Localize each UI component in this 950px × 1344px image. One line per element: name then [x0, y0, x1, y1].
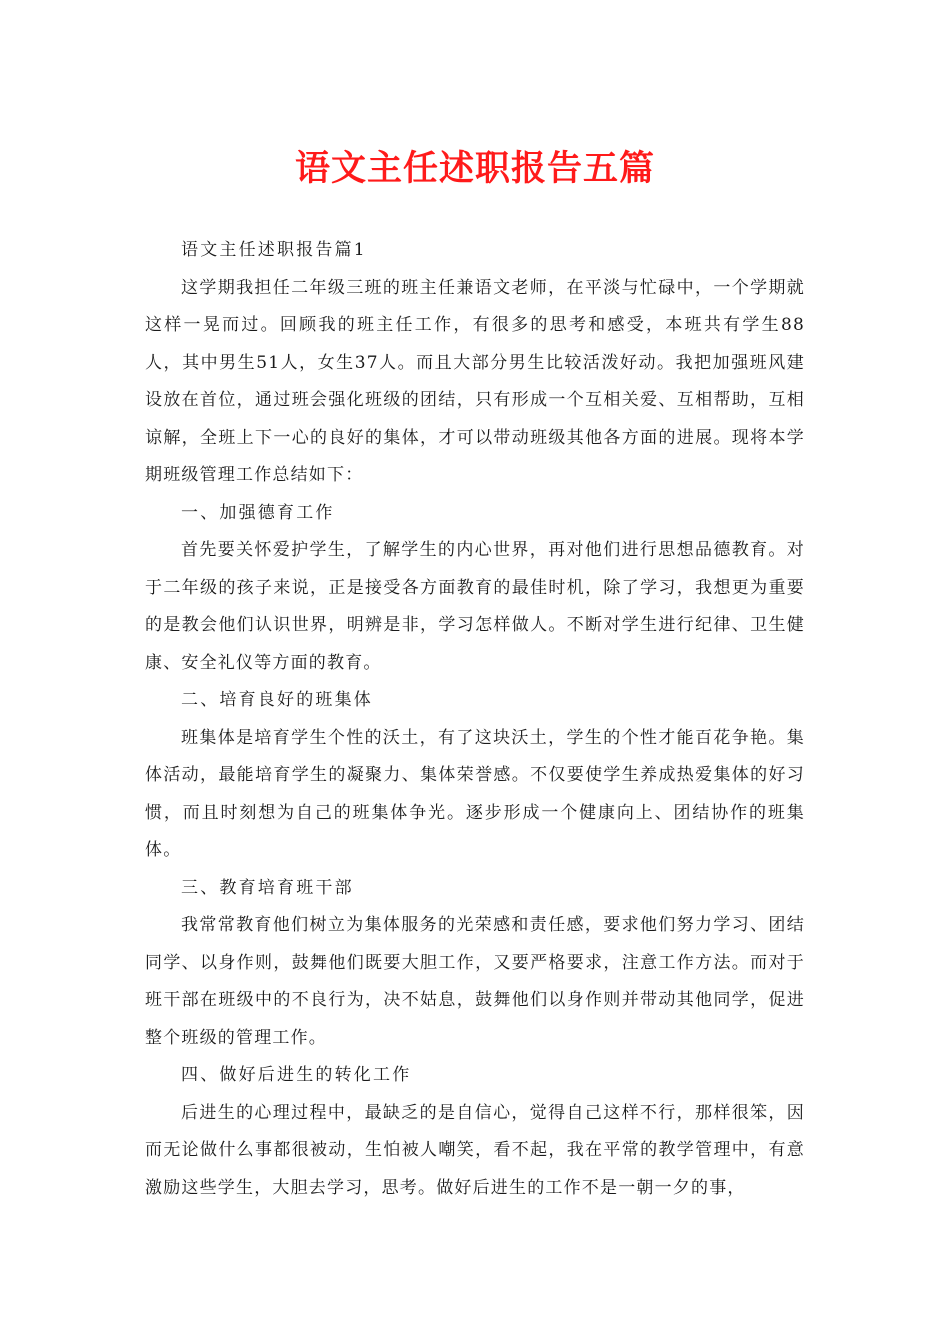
intro-paragraph: 这学期我担任二年级三班的班主任兼语文老师，在平淡与忙碌中，一个学期就这样一晃而过。回顾我的班主任工作，有很多的思考和感受，本班共有学生88人，其中男生51人，女生37人。而且大部分男生比较活泼好动。我把加强班风建设放在首位，通过班会强化班级的团结，只有形成一个互相关爱、互相帮助，互相谅解，全班上下一心的良好的集体，才可以带动班级其他各方面的进展。现将本学期班级管理工作总结如下：: [145, 277, 805, 485]
document-body: [145, 232, 805, 1207]
section-heading-4: 四、做好后进生的转化工作: [181, 1065, 412, 1085]
section-2-paragraph: 班集体是培育学生个性的沃土，有了这块沃土，学生的个性才能百花争艳。集体活动，最能培育学生的凝聚力、集体荣誉感。不仅要使学生养成热爱集体的好习惯，而且时刻想为自己的班集体争光。逐步形成一个健康向上、团结协作的班集体。: [145, 727, 805, 860]
section-heading-3: 三、教育培育班干部: [181, 877, 354, 898]
section-4-paragraph: 后进生的心理过程中，最缺乏的是自信心，觉得自己这样不行，那样很笨，因而无论做什么事都很被动，生怕被人嘲笑，看不起，我在平常的教学管理中，有意激励这些学生，大胆去学习，思考。做好后进生的工作不是一朝一夕的事，: [145, 1102, 805, 1198]
section-heading-2: 二、培育良好的班集体: [181, 690, 373, 710]
section-heading-1: 一、加强德育工作: [181, 502, 335, 523]
section-1-paragraph: 首先要关怀爱护学生，了解学生的内心世界，再对他们进行思想品德教育。对于二年级的孩子来说，正是接受各方面教育的最佳时机，除了学习，我想更为重要的是教会他们认识世界，明辨是非，学习怎样做人。不断对学生进行纪律、卫生健康、安全礼仪等方面的教育。: [145, 540, 805, 673]
section-title-paragraph: 语文主任述职报告篇1: [181, 240, 367, 260]
section-3-paragraph: 我常常教育他们树立为集体服务的光荣感和责任感，要求他们努力学习、团结同学、以身作则，鼓舞他们既要大胆工作，又要严格要求，注意工作方法。而对于班干部在班级中的不良行为，决不姑息，鼓舞他们以身作则并带动其他同学，促进整个班级的管理工作。: [145, 915, 805, 1048]
document-title: 语文主任述职报告五篇: [294, 149, 655, 189]
